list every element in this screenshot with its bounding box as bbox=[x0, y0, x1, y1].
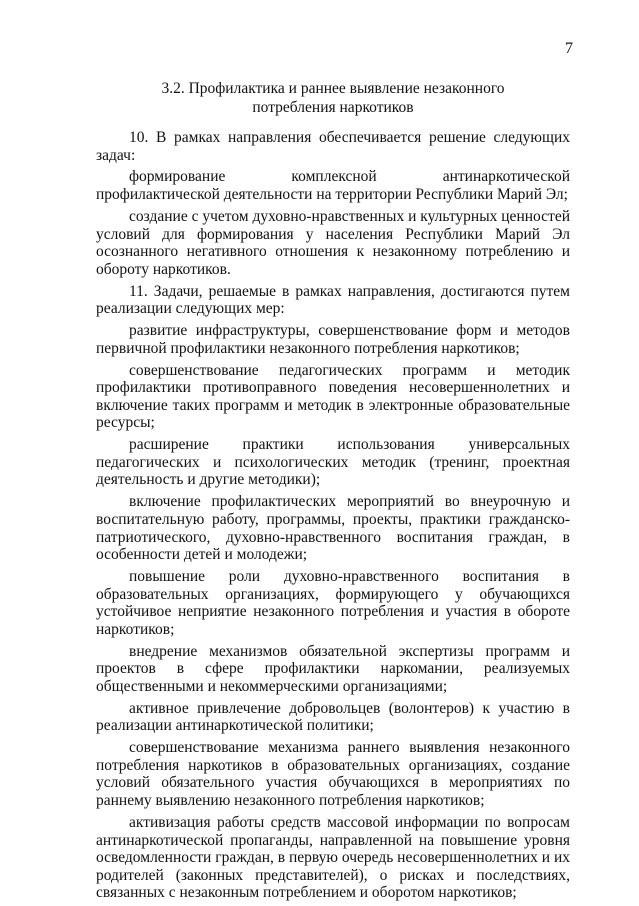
page-number: 7 bbox=[565, 40, 573, 57]
paragraph: создание с учетом духовно-нравственных и культурных ценностей условий для формирования у населения Республики Марий Эл осознанного негативного отношения к незаконному потреблению и обороту наркотиков. bbox=[96, 207, 570, 278]
paragraph: 11. Задачи, решаемые в рамках направления, достигаются путем реализации следующих мер: bbox=[96, 282, 570, 318]
paragraph: активное привлечение добровольцев (волонтеров) к участию в реализации антинаркотической политики; bbox=[96, 699, 570, 735]
paragraph: 10. В рамках направления обеспечивается решение следующих задач: bbox=[96, 129, 570, 164]
paragraph: повышение роли духовно-нравственного воспитания в образовательных организациях, формирующего у обучающихся устойчивое неприятие незаконного потребления и участия в обороте наркотиков; bbox=[96, 568, 570, 638]
paragraph: активизация работы средств массовой информации по вопросам антинаркотической пропаганды, направленной на повышение уровня осведомленности граждан, в первую очередь несовершеннолетних и их родителей (законных представителей), о рисках и последствиях, связанных с незаконным потреблением и оборотом наркотиков; bbox=[96, 813, 570, 902]
section-heading-line1: 3.2. Профилактика и раннее выявление незаконного bbox=[161, 80, 505, 97]
section-heading-line2: потребления наркотиков bbox=[252, 99, 414, 116]
paragraph: совершенствование педагогических программ и методик профилактики противоправного поведения несовершеннолетних и включение таких программ и методик в электронные образовательные ресурсы; bbox=[96, 361, 570, 432]
paragraph: расширение практики использования универсальных педагогических и психологических методик (тренинг, проектная деятельность и другие методики); bbox=[96, 436, 570, 489]
section-heading bbox=[96, 79, 570, 117]
body-text bbox=[96, 129, 570, 906]
paragraph: формирование комплексной антинаркотической профилактической деятельности на территории Республики Марий Эл; bbox=[96, 168, 570, 204]
paragraph: включение профилактических мероприятий во внеурочную и воспитательную работу, программы, проекты, практики гражданско-патриотического, духовно-нравственного воспитания граждан, в особенности детей и молодежи; bbox=[96, 493, 570, 564]
paragraph: внедрение механизмов обязательной экспертизы программ и проектов в сфере профилактики наркомании, реализуемых общественными и некоммерческими организациями; bbox=[96, 642, 570, 695]
paragraph: совершенствование механизма раннего выявления незаконного потребления наркотиков в образовательных организациях, создание условий обязательного участия обучающихся в мероприятиях по раннему выявлению незаконного потребления наркотиков; bbox=[96, 739, 570, 810]
paragraph: развитие инфраструктуры, совершенствование форм и методов первичной профилактики незаконного потребления наркотиков; bbox=[96, 322, 570, 357]
